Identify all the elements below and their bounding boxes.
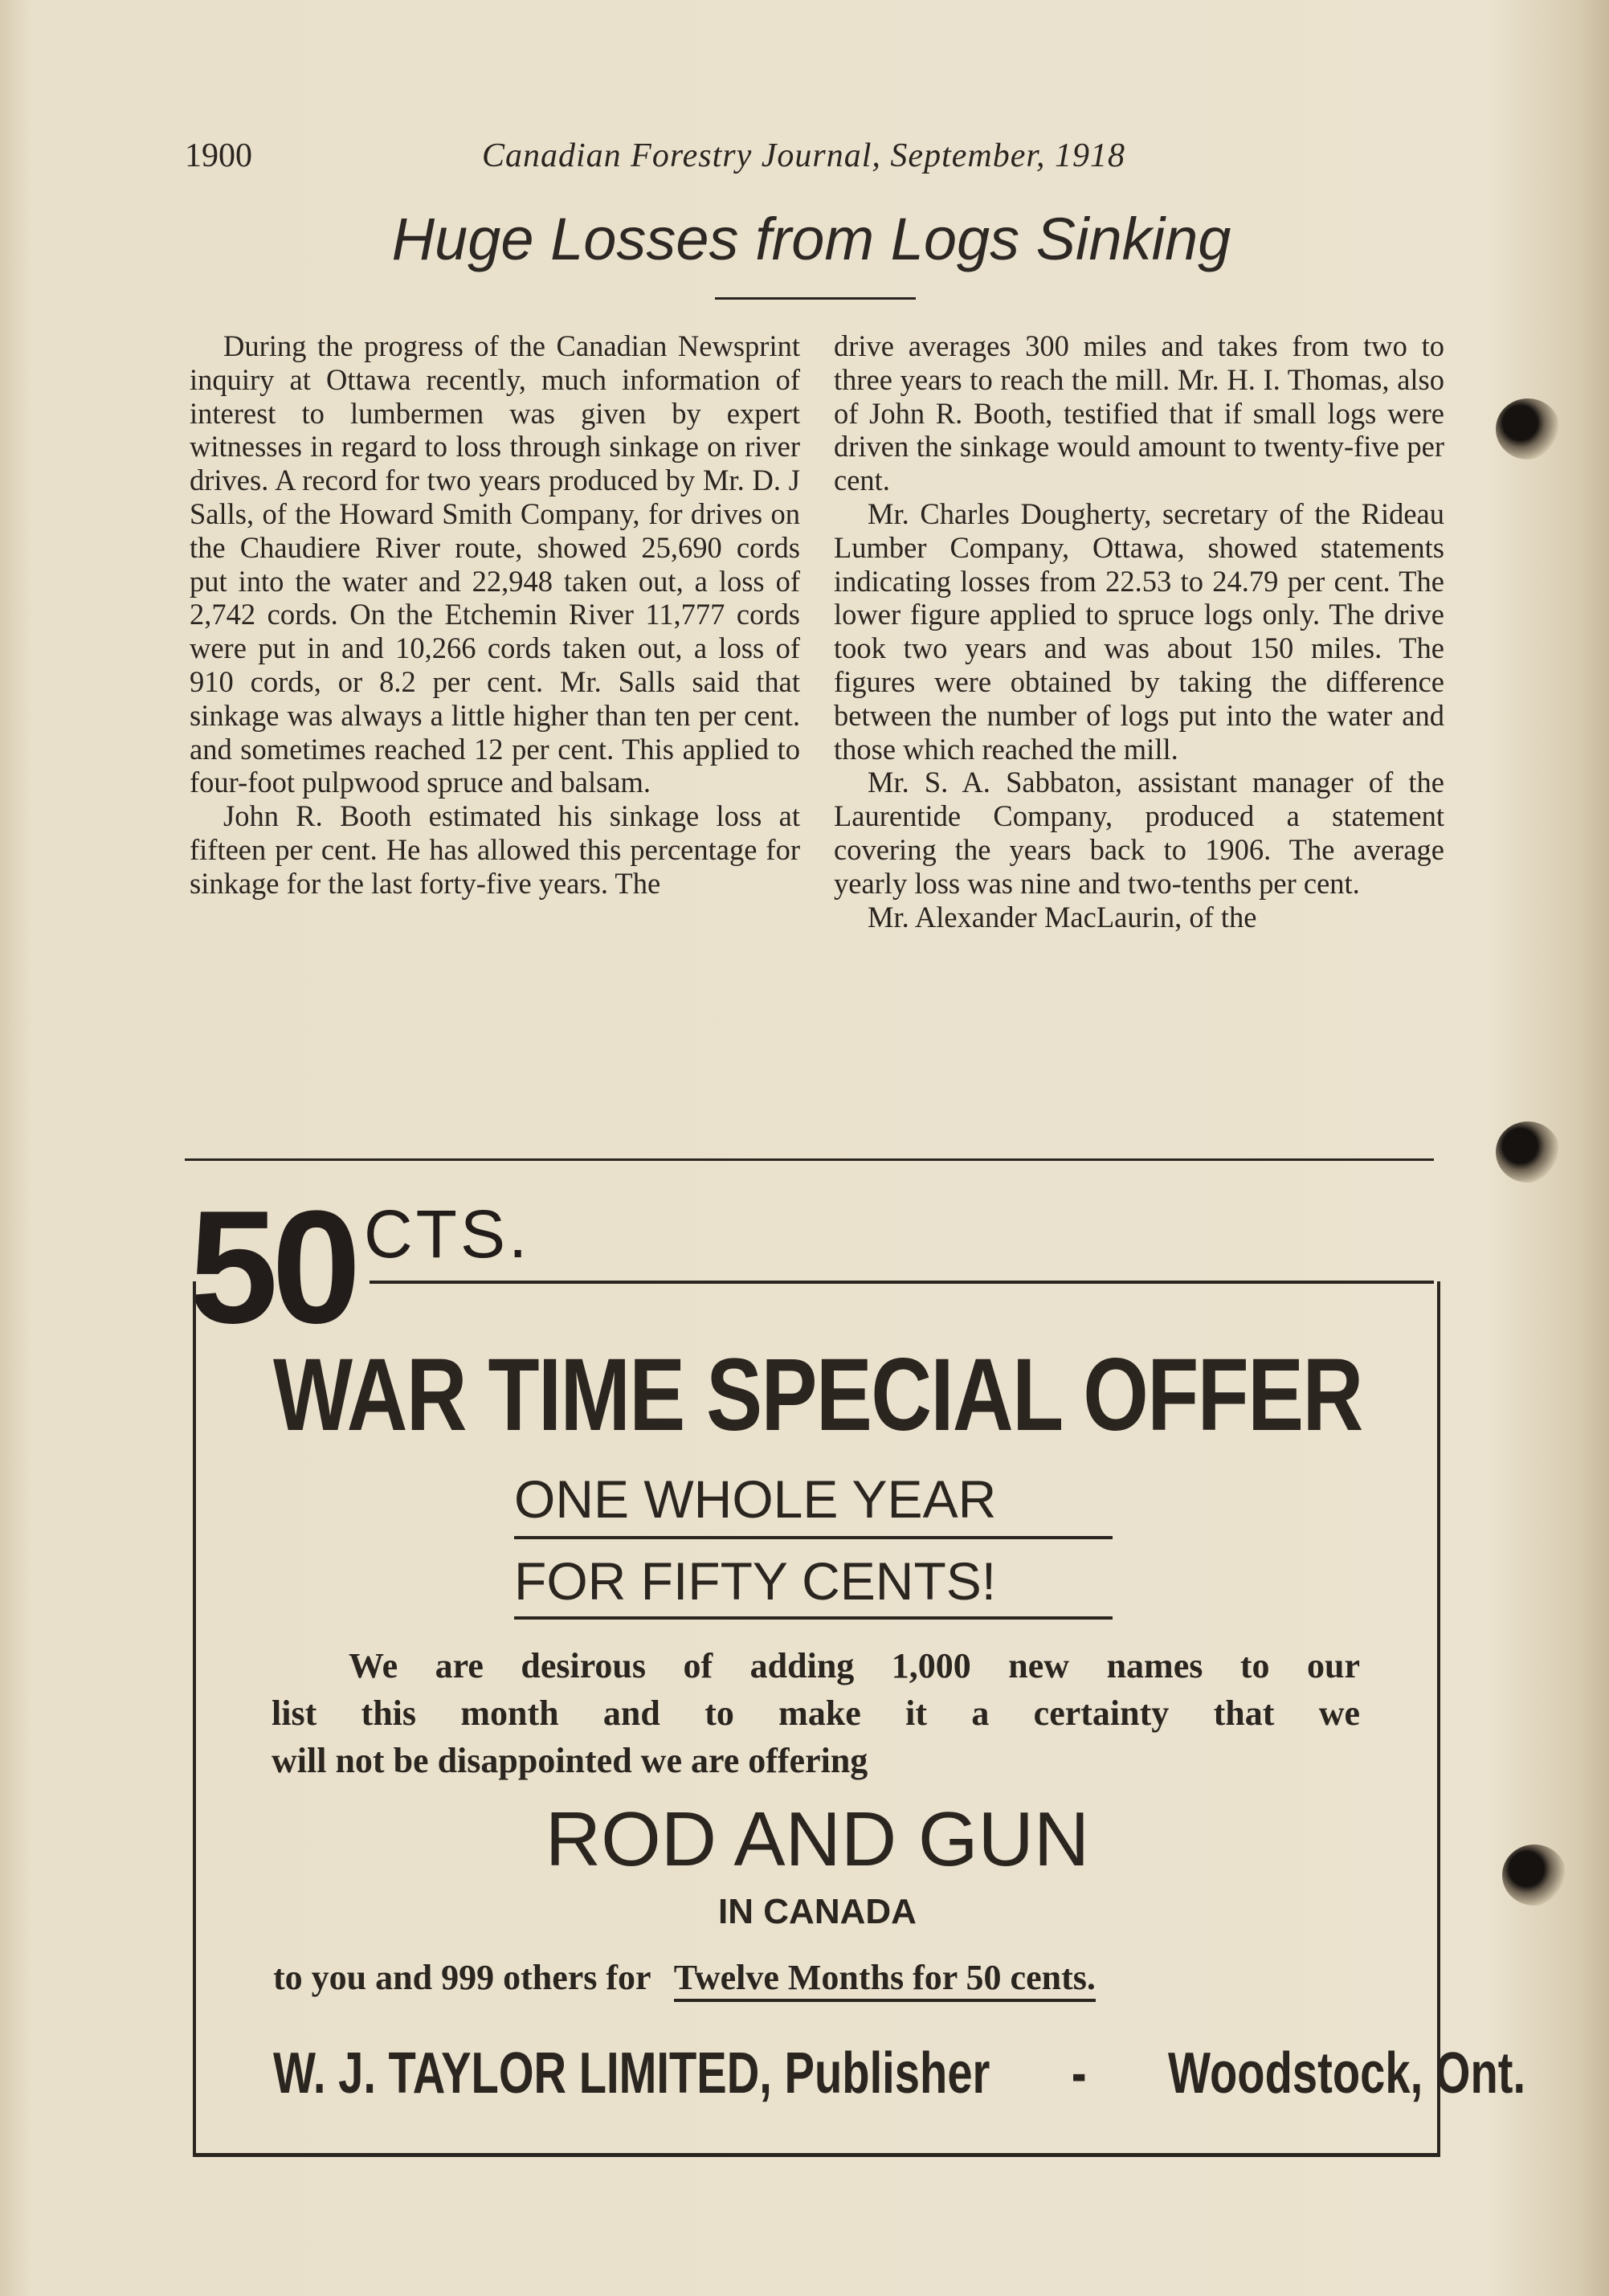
article-column-left	[190, 329, 800, 901]
ad-brand-subtitle: IN CANADA	[718, 1892, 917, 1931]
article-paragraph: John R. Booth estimated his sinkage loss at fifteen per cent. He has allowed this percentage for sinkage for the last forty-five years. The	[190, 799, 800, 900]
page-number: 1900	[185, 137, 252, 174]
ad-body-line: list this month and to make it a certainty that we	[272, 1693, 1360, 1733]
ad-subheading-1: ONE WHOLE YEAR	[514, 1469, 997, 1529]
publisher-name: W. J. TAYLOR LIMITED, Publisher	[273, 2041, 990, 2106]
ad-body-line: will not be disappointed we are offering	[272, 1741, 868, 1780]
ad-offer-line	[273, 1957, 1362, 1998]
publisher-location: Woodstock, Ont.	[1167, 2041, 1526, 2106]
article-title: Huge Losses from Logs Sinking	[391, 206, 1231, 272]
ad-subheading-2: FOR FIFTY CENTS!	[514, 1551, 997, 1611]
title-divider	[715, 297, 916, 300]
article-paragraph: drive averages 300 miles and takes from two to three years to reach the mill. Mr. H. I. Thomas, also of John R. Booth, testified that if small logs were driven the sinkage would amount to twenty-five per cent.	[834, 329, 1444, 497]
article-column-right	[834, 329, 1444, 934]
running-header	[185, 137, 1438, 185]
journal-title: Canadian Forestry Journal, September, 1918	[482, 137, 1126, 174]
ad-brand-name: ROD AND GUN	[545, 1796, 1090, 1882]
ad-underline-2	[514, 1616, 1113, 1620]
article-paragraph: Mr. Charles Dougherty, secretary of the Rideau Lumber Company, Ottawa, showed statements indicating losses from 22.53 to 24.79 per cent. The lower figure applied to spruce logs only. The drive took two years and was about 150 miles. The figures were obtained by taking the difference between the number of logs put into the water and those which reached the mill.	[834, 496, 1444, 766]
article-end-rule	[185, 1158, 1434, 1161]
binder-hole	[1496, 398, 1560, 460]
ad-offer-terms: Twelve Months for 50 cents.	[674, 1958, 1096, 2002]
ad-publisher-line	[273, 2041, 1526, 2106]
binder-hole	[1502, 1845, 1566, 1906]
binder-hole	[1496, 1121, 1560, 1183]
ad-body-text	[272, 1642, 1360, 1784]
article-paragraph: Mr. Alexander MacLaurin, of the	[868, 900, 1257, 934]
price-unit: CTS.	[364, 1196, 531, 1272]
price-number: 50	[189, 1178, 355, 1357]
publisher-dash: -	[1071, 2041, 1087, 2106]
ad-offer-prefix: to you and 999 others for	[273, 1958, 651, 1997]
ad-body-line: We are desirous of adding 1,000 new names to our	[349, 1646, 1360, 1685]
article-paragraph: During the progress of the Canadian Newsprint inquiry at Ottawa recently, much information of interest to lumbermen was given by expert witnesses in regard to loss through sinkage on river drives. A record for two years produced by Mr. D. J Salls, of the Howard Smith Company, for drives on the Chaudiere River route, showed 25,690 cords put into the water and 22,948 taken out, a loss of 2,742 cords. On the Etchemin River 11,777 cords were put in and 10,266 cords taken out, a loss of 910 cords, or 8.2 per cent. Mr. Salls said that sinkage was always a little higher than ten per cent. and sometimes reached 12 per cent. This applied to four-foot pulpwood spruce and balsam.	[190, 329, 800, 799]
ad-headline: WAR TIME SPECIAL OFFER	[273, 1338, 1362, 1452]
article-paragraph: Mr. S. A. Sabbaton, assistant manager of the Laurentide Company, produced a statement covering the years back to 1906. The average yearly loss was nine and two-tenths per cent.	[834, 766, 1444, 900]
ad-underline-1	[514, 1536, 1113, 1539]
